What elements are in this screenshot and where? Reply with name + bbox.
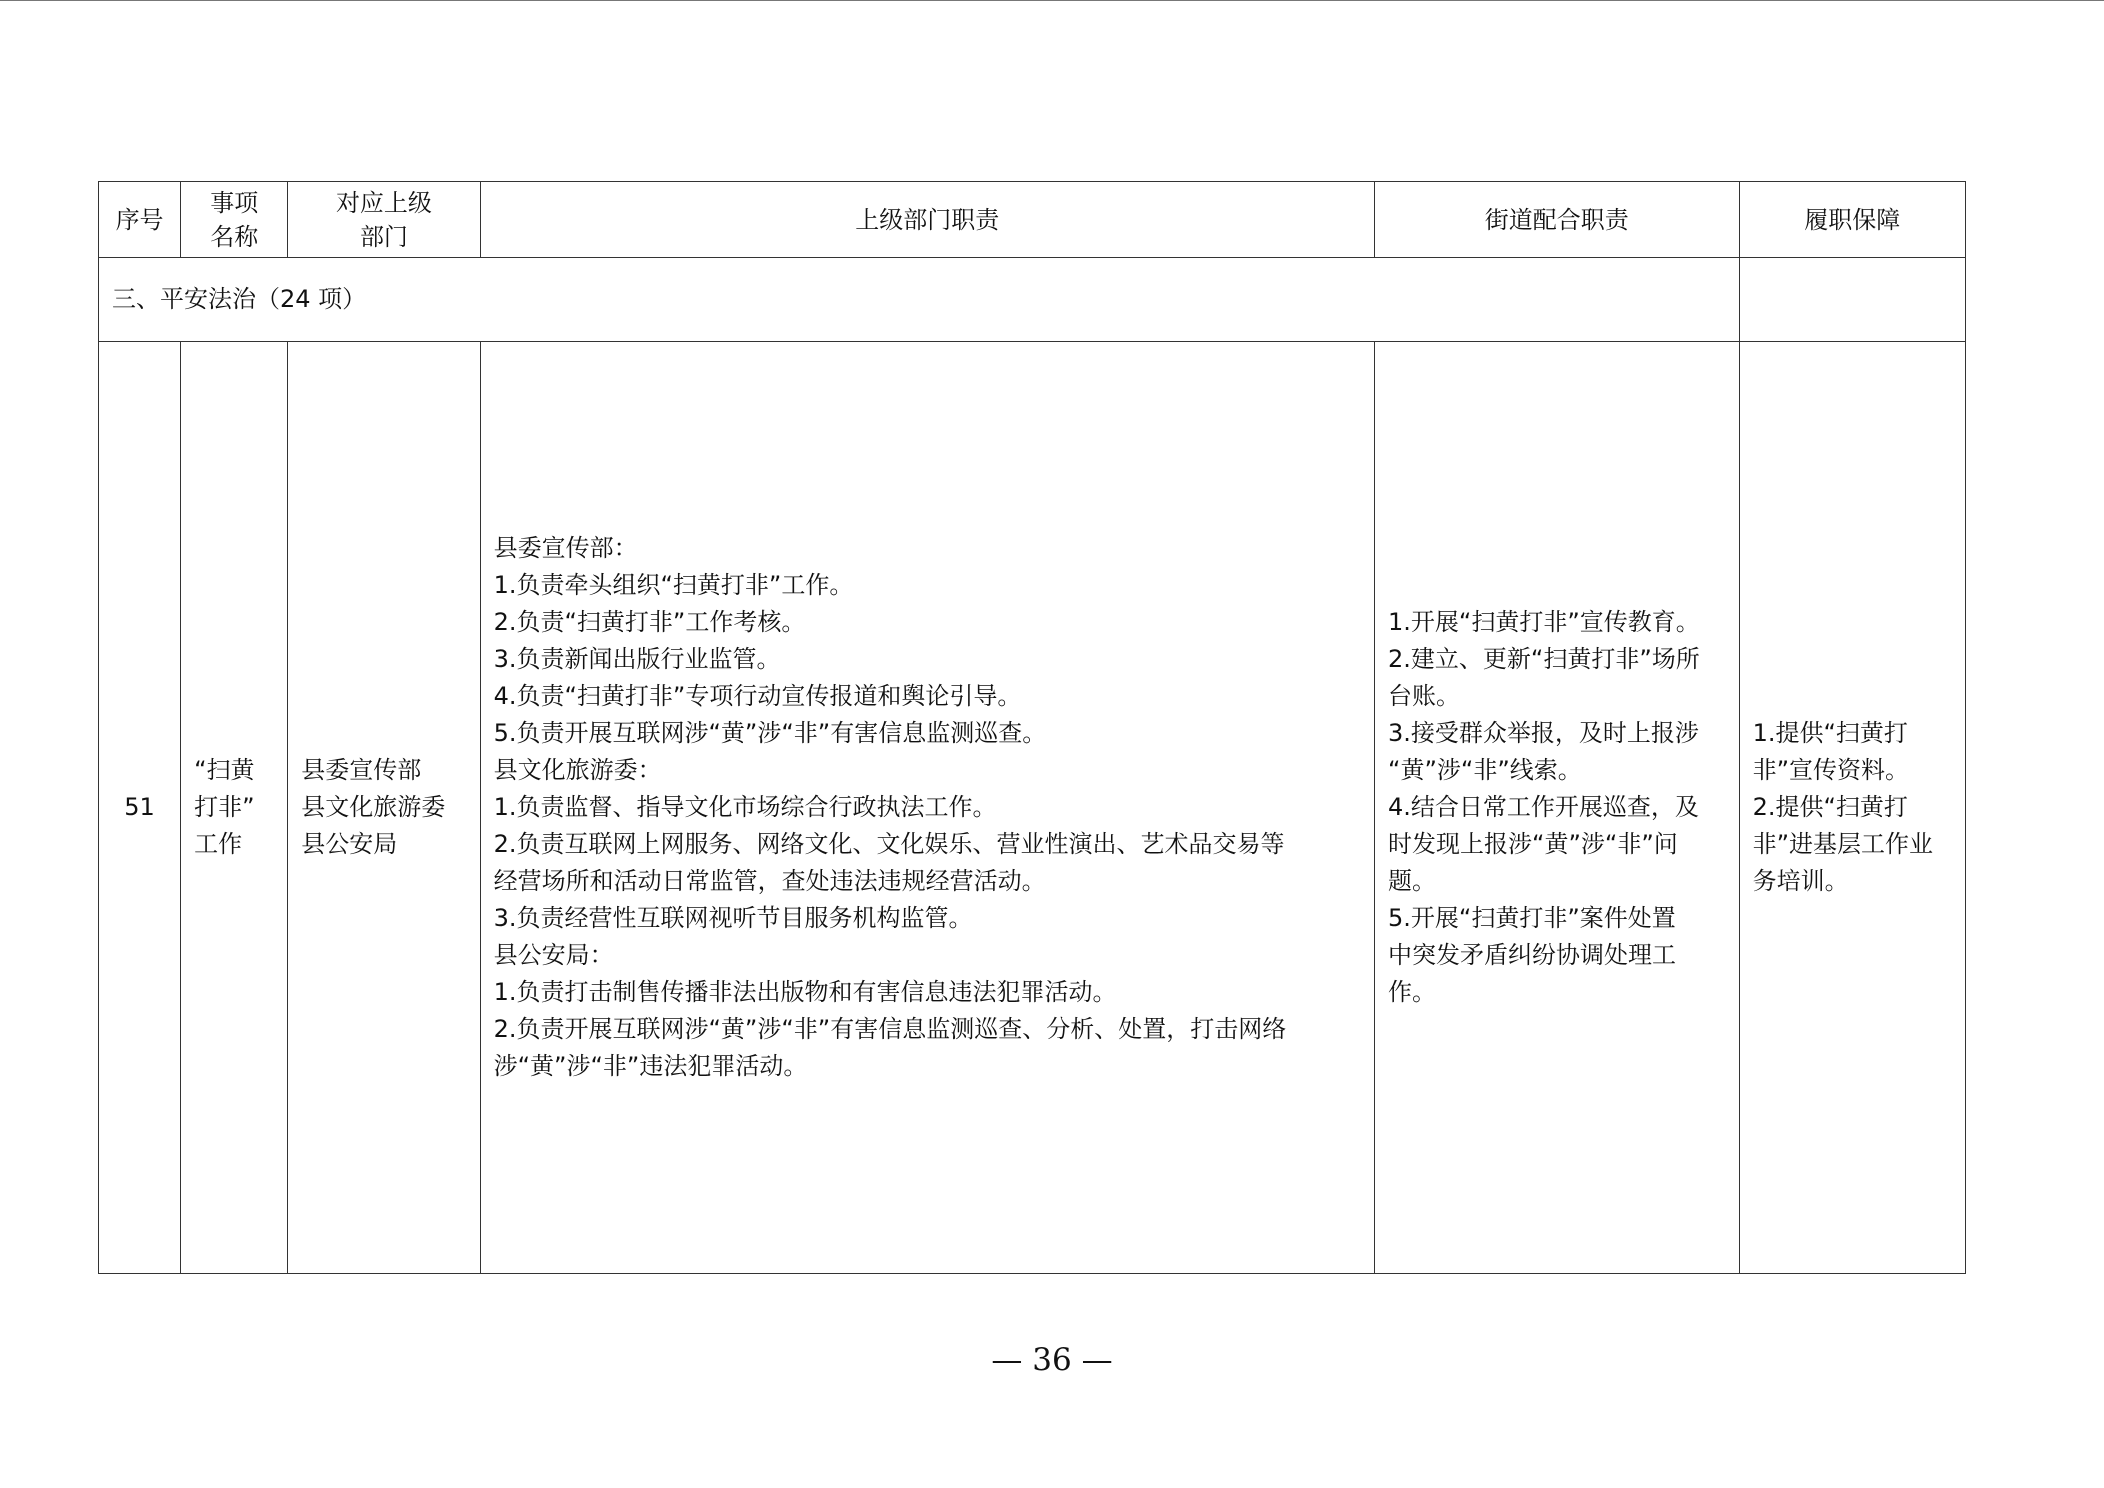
section-row bbox=[99, 258, 1966, 342]
header-dept bbox=[288, 182, 480, 258]
text-line: 工作 bbox=[194, 830, 243, 858]
text-line: 时发现上报涉“黄”涉“非”问 bbox=[1388, 830, 1678, 858]
text-line: “扫黄 bbox=[194, 756, 255, 784]
text-line: 部门 bbox=[359, 222, 408, 251]
row-no: 51 bbox=[99, 342, 181, 1274]
text-line: 2.建立、更新“扫黄打非”场所 bbox=[1388, 645, 1700, 673]
header-dept-text bbox=[294, 186, 473, 254]
header-item bbox=[181, 182, 288, 258]
text-line: 3.负责经营性互联网视听节目服务机构监管。 bbox=[493, 904, 973, 932]
text-line: 2.负责开展互联网涉“黄”涉“非”有害信息监测巡查、分析、处置，打击网络 bbox=[493, 1015, 1287, 1043]
row-street-duty bbox=[1375, 342, 1740, 1274]
row-dept bbox=[288, 342, 480, 1274]
text-line: 4.负责“扫黄打非”专项行动宣传报道和舆论引导。 bbox=[493, 682, 1022, 710]
section-title: 三、平安法治（24 项） bbox=[99, 258, 1740, 342]
text-line: 务培训。 bbox=[1752, 867, 1849, 895]
text-line: 3.接受群众举报，及时上报涉 bbox=[1388, 719, 1699, 747]
text-line: 非”进基层工作业 bbox=[1752, 830, 1934, 858]
text-line: 台账。 bbox=[1388, 682, 1461, 710]
header-no-text: 序号 bbox=[115, 205, 164, 234]
page-number: — 36 — bbox=[991, 1342, 1113, 1378]
text-line: 1.开展“扫黄打非”宣传教育。 bbox=[1388, 608, 1700, 636]
text-line: 4.结合日常工作开展巡查，及 bbox=[1388, 793, 1699, 821]
text-line: 县委宣传部 bbox=[301, 756, 422, 784]
text-line: 对应上级 bbox=[335, 188, 432, 217]
text-line: 1.负责牵头组织“扫黄打非”工作。 bbox=[493, 571, 854, 599]
header-item-text bbox=[187, 186, 281, 254]
duties-table bbox=[98, 181, 1966, 1274]
text-line: 县文化旅游委 bbox=[301, 793, 446, 821]
text-line: 1.负责监督、指导文化市场综合行政执法工作。 bbox=[493, 793, 997, 821]
text-line: 5.负责开展互联网涉“黄”涉“非”有害信息监测巡查。 bbox=[493, 719, 1047, 747]
section-empty-cell bbox=[1739, 258, 1965, 342]
text-line: 县公安局 bbox=[301, 830, 398, 858]
text-line: 事项 bbox=[210, 188, 259, 217]
row-item-name bbox=[181, 342, 288, 1274]
text-line: 2.负责互联网上网服务、网络文化、文化娱乐、营业性演出、艺术品交易等 bbox=[493, 830, 1285, 858]
text-line: 1.负责打击制售传播非法出版物和有害信息违法犯罪活动。 bbox=[493, 978, 1117, 1006]
page-top-border bbox=[0, 0, 2104, 1]
header-street bbox=[1375, 182, 1740, 258]
header-duty-text: 上级部门职责 bbox=[855, 205, 1000, 234]
text-line: 名称 bbox=[210, 222, 259, 251]
text-line: 中突发矛盾纠纷协调处理工 bbox=[1388, 941, 1677, 969]
row-duty bbox=[480, 342, 1374, 1274]
table-row bbox=[99, 342, 1966, 1274]
text-line: 作。 bbox=[1388, 978, 1437, 1006]
text-line: 县公安局： bbox=[493, 941, 614, 969]
header-no bbox=[99, 182, 181, 258]
header-guarantee-text: 履职保障 bbox=[1804, 205, 1901, 234]
header-duty bbox=[480, 182, 1374, 258]
text-line: “黄”涉“非”线索。 bbox=[1388, 756, 1582, 784]
text-line: 2.负责“扫黄打非”工作考核。 bbox=[493, 608, 806, 636]
text-line: 2.提供“扫黄打 bbox=[1752, 793, 1908, 821]
text-line: 1.提供“扫黄打 bbox=[1752, 719, 1908, 747]
text-line: 经营场所和活动日常监管，查处违法违规经营活动。 bbox=[493, 867, 1046, 895]
text-line: 打非” bbox=[194, 793, 255, 821]
text-line: 5.开展“扫黄打非”案件处置 bbox=[1388, 904, 1676, 932]
header-street-text: 街道配合职责 bbox=[1484, 205, 1629, 234]
table-header-row bbox=[99, 182, 1966, 258]
text-line: 题。 bbox=[1388, 867, 1437, 895]
text-line: 县文化旅游委： bbox=[493, 756, 662, 784]
text-line: 3.负责新闻出版行业监管。 bbox=[493, 645, 781, 673]
text-line: 涉“黄”涉“非”违法犯罪活动。 bbox=[493, 1052, 808, 1080]
row-guarantee bbox=[1739, 342, 1965, 1274]
text-line: 非”宣传资料。 bbox=[1752, 756, 1910, 784]
header-guarantee bbox=[1739, 182, 1965, 258]
text-line: 县委宣传部： bbox=[493, 534, 638, 562]
